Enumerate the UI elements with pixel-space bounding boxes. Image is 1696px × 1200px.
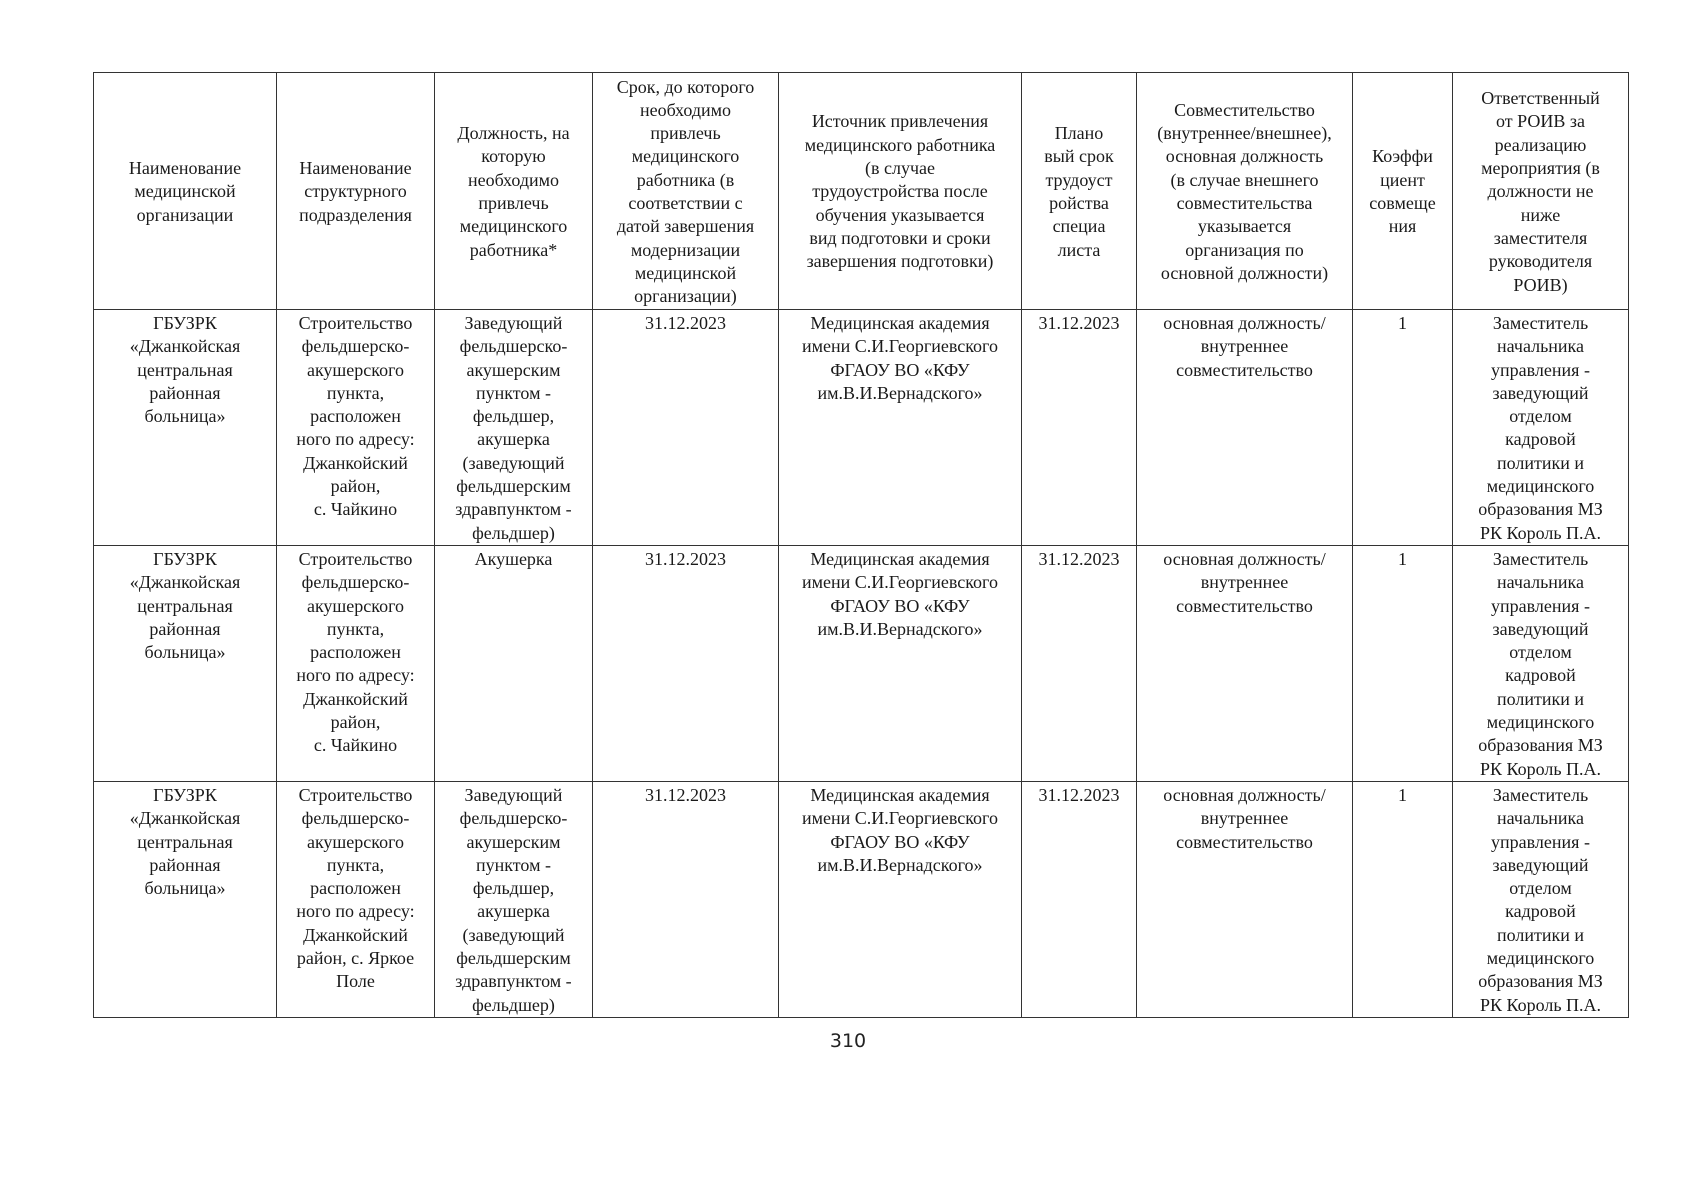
cell-source: Медицинская академия имени С.И.Георгиевского ФГАОУ ВО «КФУ им.В.И.Вернадского»: [779, 545, 1022, 781]
page-number: 310: [829, 1030, 867, 1052]
table-row: [94, 781, 1629, 1017]
cell-planned-date: 31.12.2023: [1022, 781, 1137, 1017]
table-header-row: [94, 73, 1629, 310]
table-row: [94, 545, 1629, 781]
table-row: [94, 310, 1629, 546]
header-position: Должность, на которую необходимо привлечь медицинского работника*: [435, 73, 593, 310]
cell-coefficient: 1: [1353, 310, 1453, 546]
cell-responsible: Заместитель начальника управления - заведующий отделом кадровой политики и медицинского образования МЗ РК Король П.А.: [1453, 310, 1629, 546]
cell-position: Акушерка: [435, 545, 593, 781]
cell-planned-date: 31.12.2023: [1022, 545, 1137, 781]
cell-position: Заведующий фельдшерско- акушерским пунктом - фельдшер, акушерка (заведующий фельдшерским здравпунктом - фельдшер): [435, 781, 593, 1017]
header-responsible: Ответственный от РОИВ за реализацию мероприятия (в должности не ниже заместителя руководителя РОИВ): [1453, 73, 1629, 310]
cell-combination: основная должность/ внутреннее совместительство: [1137, 781, 1353, 1017]
cell-combination: основная должность/ внутреннее совместительство: [1137, 545, 1353, 781]
cell-source: Медицинская академия имени С.И.Георгиевского ФГАОУ ВО «КФУ им.В.И.Вернадского»: [779, 310, 1022, 546]
header-org-name: Наименование медицинской организации: [94, 73, 277, 310]
cell-position: Заведующий фельдшерско- акушерским пунктом - фельдшер, акушерка (заведующий фельдшерским здравпунктом - фельдшер): [435, 310, 593, 546]
header-deadline: Срок, до которого необходимо привлечь медицинского работника (в соответствии с датой завершения модернизации медицинской организации): [593, 73, 779, 310]
cell-source: Медицинская академия имени С.И.Георгиевского ФГАОУ ВО «КФУ им.В.И.Вернадского»: [779, 781, 1022, 1017]
cell-structural-unit: Строительство фельдшерско- акушерского пункта, расположен ного по адресу: Джанкойский район, с. Чайкино: [277, 545, 435, 781]
cell-combination: основная должность/ внутреннее совместительство: [1137, 310, 1353, 546]
data-table: [93, 72, 1629, 1018]
cell-org-name: ГБУЗРК «Джанкойская центральная районная больница»: [94, 310, 277, 546]
cell-structural-unit: Строительство фельдшерско- акушерского пункта, расположен ного по адресу: Джанкойский район, с. Чайкино: [277, 310, 435, 546]
cell-structural-unit: Строительство фельдшерско- акушерского пункта, расположен ного по адресу: Джанкойский район, с. Яркое Поле: [277, 781, 435, 1017]
cell-org-name: ГБУЗРК «Джанкойская центральная районная больница»: [94, 545, 277, 781]
cell-planned-date: 31.12.2023: [1022, 310, 1137, 546]
cell-responsible: Заместитель начальника управления - заведующий отделом кадровой политики и медицинского образования МЗ РК Король П.А.: [1453, 545, 1629, 781]
cell-coefficient: 1: [1353, 781, 1453, 1017]
header-coefficient: Коэффи циент совмеще ния: [1353, 73, 1453, 310]
header-structural-unit: Наименование структурного подразделения: [277, 73, 435, 310]
cell-org-name: ГБУЗРК «Джанкойская центральная районная больница»: [94, 781, 277, 1017]
cell-deadline: 31.12.2023: [593, 781, 779, 1017]
header-source: Источник привлечения медицинского работника (в случае трудоустройства после обучения указывается вид подготовки и сроки завершения подготовки): [779, 73, 1022, 310]
cell-deadline: 31.12.2023: [593, 310, 779, 546]
header-planned-date: Плано вый срок трудоуст ройства специа листа: [1022, 73, 1137, 310]
cell-responsible: Заместитель начальника управления - заведующий отделом кадровой политики и медицинского образования МЗ РК Король П.А.: [1453, 781, 1629, 1017]
cell-deadline: 31.12.2023: [593, 545, 779, 781]
header-combination: Совместительство (внутреннее/внешнее), основная должность (в случае внешнего совместительства указывается организация по основной должности): [1137, 73, 1353, 310]
cell-coefficient: 1: [1353, 545, 1453, 781]
